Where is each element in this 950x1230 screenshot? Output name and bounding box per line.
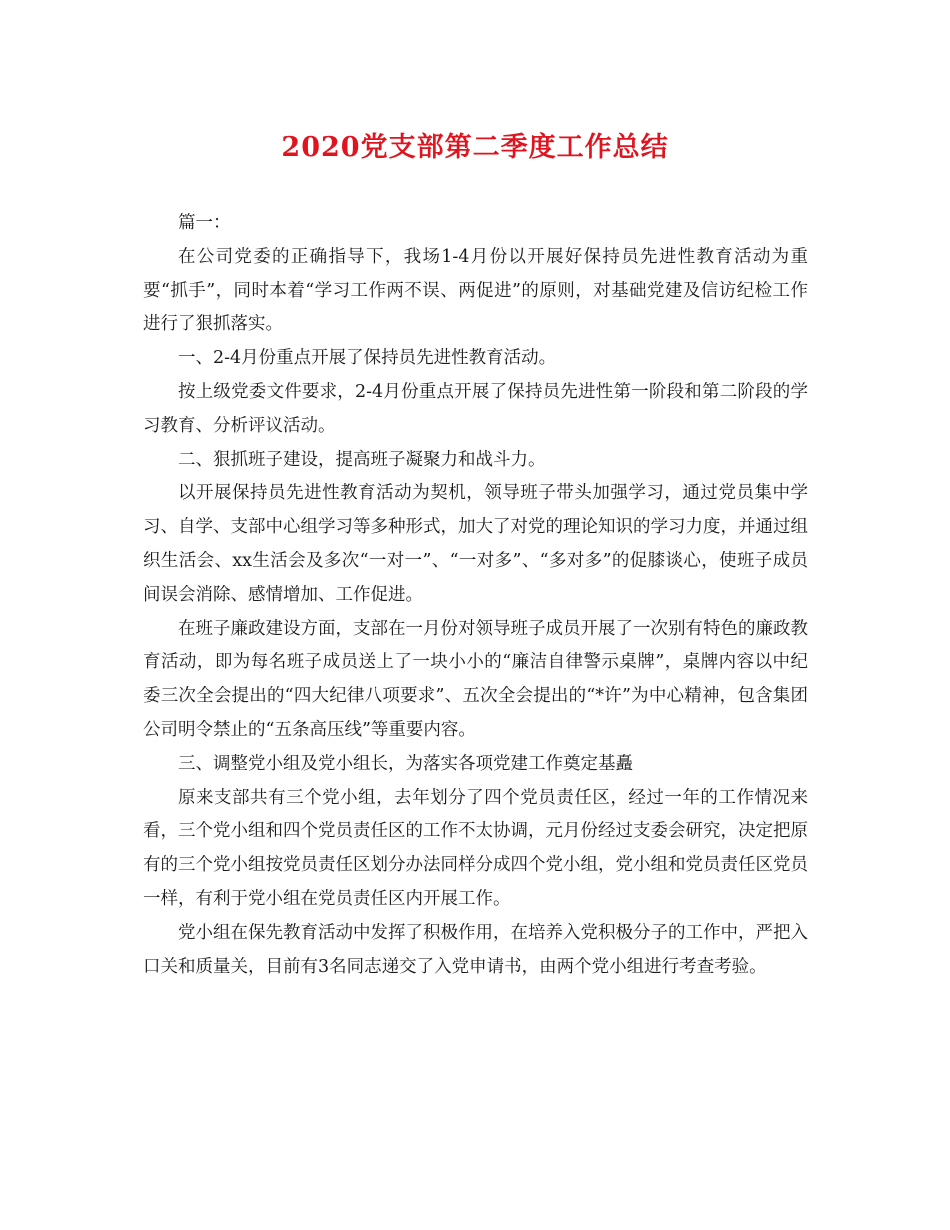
paragraph-10: 党小组在保先教育活动中发挥了积极作用，在培养入党积极分子的工作中，严把入口关和质量关，目前有3名同志递交了入党申请书，由两个党小组进行考查考验。 bbox=[143, 922, 808, 977]
paragraph-6: 以开展保持员先进性教育活动为契机，领导班子带头加强学习，通过党员集中学习、自学、支部中心组学习等多种形式，加大了对党的理论知识的学习力度，并通过组织生活会、xx生活会及多次“一对一”、“一对多”、“多对多”的促膝谈心，使班子成员间误会消除、感情增加、工作促进。 bbox=[143, 483, 808, 605]
paragraph-2: 在公司党委的正确指导下，我场1-4月份以开展好保持员先进性教育活动为重要“抓手”，同时本着“学习工作两不误、两促进”的原则，对基础党建及信访纪检工作进行了狠抓落实。 bbox=[143, 246, 808, 335]
document-title: 2020党支部第二季度工作总结 bbox=[281, 132, 669, 163]
document-body bbox=[143, 207, 808, 984]
paragraph-9: 原来支部共有三个党小组，去年划分了四个党员责任区，经过一年的工作情况来看，三个党小组和四个党员责任区的工作不太协调，元月份经过支委会研究，决定把原有的三个党小组按党员责任区划分办法同样分成四个党小组，党小组和党员责任区党员一样，有利于党小组在党员责任区内开展工作。 bbox=[143, 787, 808, 909]
paragraph-8: 三、调整党小组及党小组长，为落实各项党建工作奠定基矗 bbox=[178, 753, 633, 774]
paragraph-7: 在班子廉政建设方面，支部在一月份对领导班子成员开展了一次别有特色的廉政教育活动，即为每名班子成员送上了一块小小的“廉洁自律警示桌牌”，桌牌内容以中纪委三次全会提出的“四大纪律八项要求”、五次全会提出的“*许”为中心精神，包含集团公司明令禁止的“五条高压线”等重要内容。 bbox=[143, 618, 808, 740]
paragraph-1: 篇一： bbox=[178, 213, 231, 233]
paragraph-5: 二、狠抓班子建设，提高班子凝聚力和战斗力。 bbox=[178, 449, 546, 470]
paragraph-4: 按上级党委文件要求，2-4月份重点开展了保持员先进性第一阶段和第二阶段的学习教育、分析评议活动。 bbox=[143, 381, 808, 436]
paragraph-3: 一、2-4月份重点开展了保持员先进性教育活动。 bbox=[178, 348, 557, 369]
